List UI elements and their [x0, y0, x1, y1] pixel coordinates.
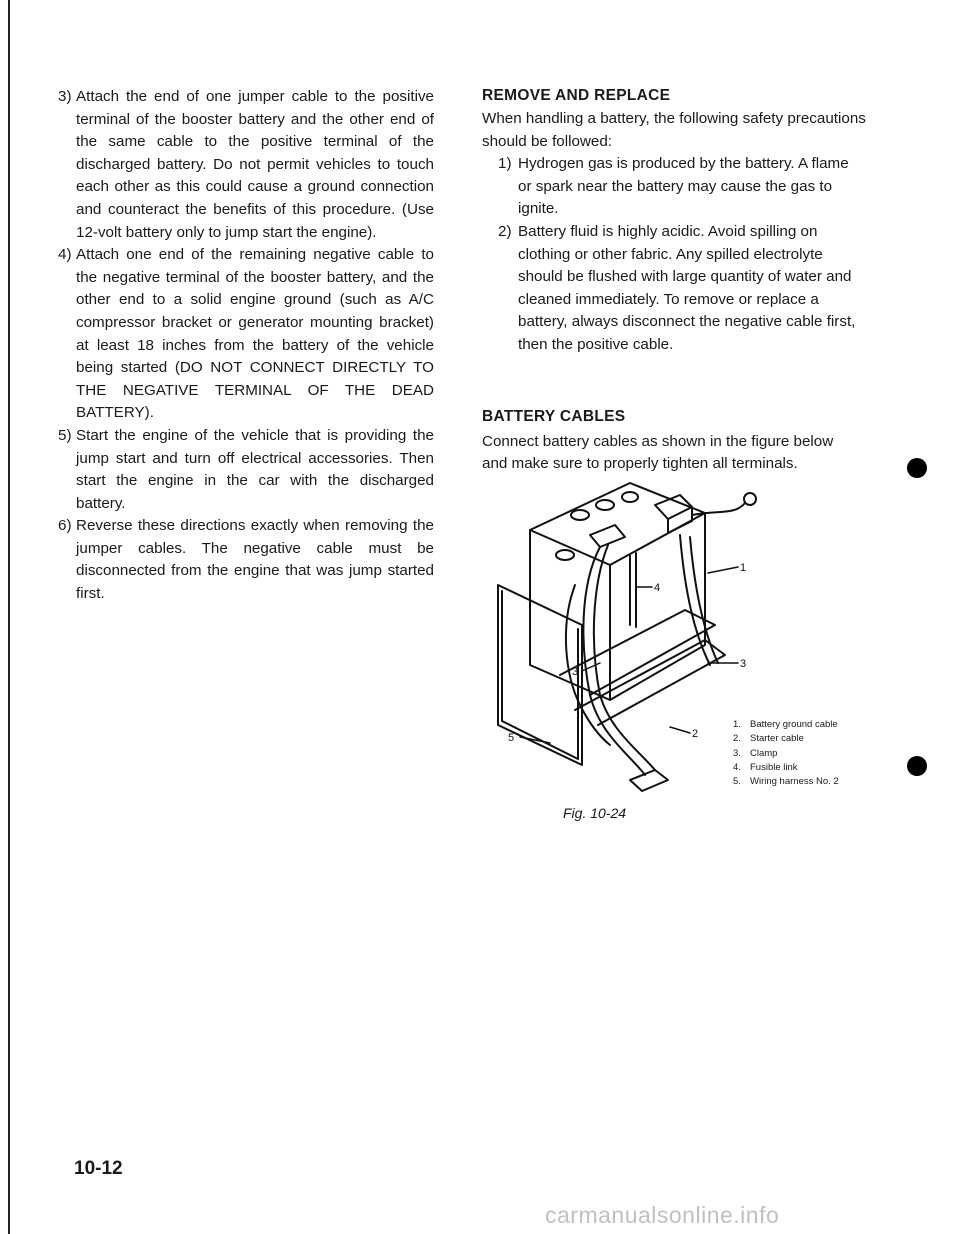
legend-item	[733, 732, 839, 746]
jump-step-4	[58, 244, 434, 425]
remove-replace-heading: REMOVE AND REPLACE	[482, 87, 671, 104]
figure-legend	[733, 718, 839, 789]
callout-4: 4	[654, 582, 661, 594]
step-number: 6)	[58, 517, 72, 535]
step-text: Attach the end of one jumper cable to the positive terminal of the booster battery and the other end of the same cable to the positive terminal of the discharged battery. Do not permit vehicles to touch each other as this could cause a ground connection and counteract the benefits of this procedure. (Use 12-volt battery only to jump start the engine).	[76, 88, 434, 241]
battery-cables-text: Connect battery cables as shown in the figure below and make sure to properly tighten all terminals.	[482, 432, 834, 473]
step-number: 4)	[58, 246, 72, 264]
callout-3-right: 3	[740, 658, 747, 670]
safety-item-2	[482, 221, 866, 357]
ground-cable	[692, 503, 745, 515]
safety-item-1	[482, 153, 866, 221]
margin-bullet-bottom	[907, 756, 927, 776]
legend-num: 2.	[733, 733, 741, 745]
item-number: 2)	[498, 222, 512, 240]
step-text: Attach one end of the remaining negative cable to the negative terminal of the booster battery, and the other end to a solid engine ground (such as A/C compressor bracket or generator mounting bracket) at least 18 inches from the battery of the vehicle being started (DO NOT CONNECT DIRECTLY TO THE NEGATIVE TERMINAL OF THE DEAD BATTERY).	[76, 246, 434, 422]
jump-step-3	[58, 86, 434, 244]
step-text: Reverse these directions exactly when removing the jumper cables. The negative cable must be disconnected from the engine that was jump started first.	[76, 517, 434, 603]
callout-1: 1	[740, 562, 747, 574]
figure-caption: Fig. 10-24	[563, 805, 627, 821]
step-text: Start the engine of the vehicle that is providing the jump start and turn off electrical accessories. Then start the engine in the car with the discharged battery.	[76, 426, 434, 512]
jump-step-6	[58, 515, 434, 605]
legend-label: Fusible link	[750, 761, 798, 773]
legend-num: 1.	[733, 719, 741, 730]
legend-item	[733, 761, 839, 775]
left-column	[58, 86, 434, 606]
step-number: 5)	[58, 426, 72, 444]
legend-num: 4.	[733, 761, 741, 773]
right-column	[482, 86, 866, 476]
callout-2: 2	[692, 728, 699, 740]
legend-label: Wiring harness No. 2	[750, 776, 839, 788]
callout-5: 5	[508, 732, 515, 744]
legend-num: 3.	[733, 747, 741, 759]
page-number: 10-12	[74, 1158, 123, 1179]
binding-margin-line	[8, 0, 10, 1234]
remove-replace-intro: When handling a battery, the following safety precautions should be followed:	[482, 110, 866, 150]
jump-step-5	[58, 425, 434, 515]
legend-label: Starter cable	[750, 733, 804, 745]
watermark: carmanualsonline.info	[545, 1202, 780, 1228]
step-number: 3)	[58, 88, 72, 105]
legend-label: Clamp	[750, 747, 778, 759]
battery-cables-heading: BATTERY CABLES	[482, 407, 626, 425]
legend-item	[733, 718, 839, 732]
item-text: Hydrogen gas is produced by the battery. A flame or spark near the battery may cause the gas to ignite.	[518, 155, 849, 218]
item-text: Battery fluid is highly acidic. Avoid spilling on clothing or other fabric. Any spilled electrolyte should be flushed with large quantity of water and cleaned immediately. To remove or replace a battery, always disconnect the negative cable first, then the positive cable.	[518, 222, 856, 353]
legend-item	[733, 775, 839, 789]
legend-num: 5.	[733, 776, 741, 788]
legend-label: Battery ground cable	[750, 719, 838, 730]
callout-3-left: 3	[572, 666, 579, 678]
item-number: 1)	[498, 155, 512, 173]
legend-item	[733, 747, 839, 761]
margin-bullet-top	[907, 458, 927, 478]
